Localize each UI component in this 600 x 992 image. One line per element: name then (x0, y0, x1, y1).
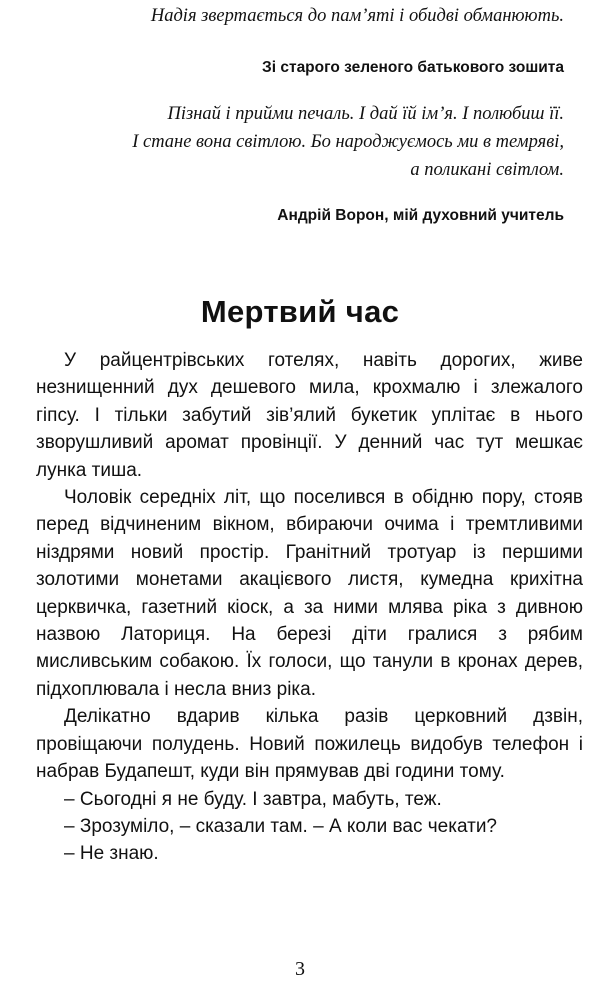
paragraph: Чоловік середніх літ, що поселився в обідню пору, стояв перед відчиненим вікном, вбираючи очима і тремтливими ніздрями новий простір. Гранітний тротуар із першими золотими монетами акацієвого листя, кумедна крихітна церквичка, газетний кіоск, а за ними млява ріка з дивною назвою Латориця. На березі діти гралися з рябим мисливським собакою. Їх голоси, що танули в кронах дерев, підхоплювала і несла вниз ріка. (36, 487, 583, 700)
epigraph-line: Пізнай і прийми печаль. І дай їй ім’я. І полюбиш її. (167, 104, 564, 124)
epigraph-author: Андрій Ворон, мій духовний учитель (277, 207, 564, 224)
page-number: 3 (295, 958, 305, 980)
chapter-body (36, 347, 583, 868)
chapter-title: Мертвий час (200, 294, 400, 329)
dialogue-line: – Зрозуміло, – сказали там. – А коли вас чекати? (64, 815, 498, 837)
dialogue-line: – Не знаю. (64, 843, 159, 865)
epigraph-line: І стане вона світлою. Бо народжуємось ми в темряві, (132, 132, 564, 152)
epigraph-quote: Надія звертається до пам’яті і обидві обманюють. (150, 6, 564, 26)
paragraph: Делікатно вдарив кілька разів церковний дзвін, провіщаючи полудень. Новий пожилець видобув телефон і набрав Будапешт, куди він прямував дві години тому. (36, 706, 583, 783)
epigraph-source: Зі старого зеленого батькового зошита (262, 59, 564, 76)
dialogue-line: – Сьогодні я не буду. І завтра, мабуть, теж. (64, 788, 442, 810)
paragraph: У райцентрівських готелях, навіть дорогих, живе незнищенний дух дешевого мила, крохмалю і злежалого гіпсу. І тільки забутий зів’ялий букетик уплітає в нього зворушливий аромат провінції. У денний час тут мешкає лунка тиша. (36, 350, 583, 481)
epigraph-line: а поликані світлом. (410, 160, 564, 180)
